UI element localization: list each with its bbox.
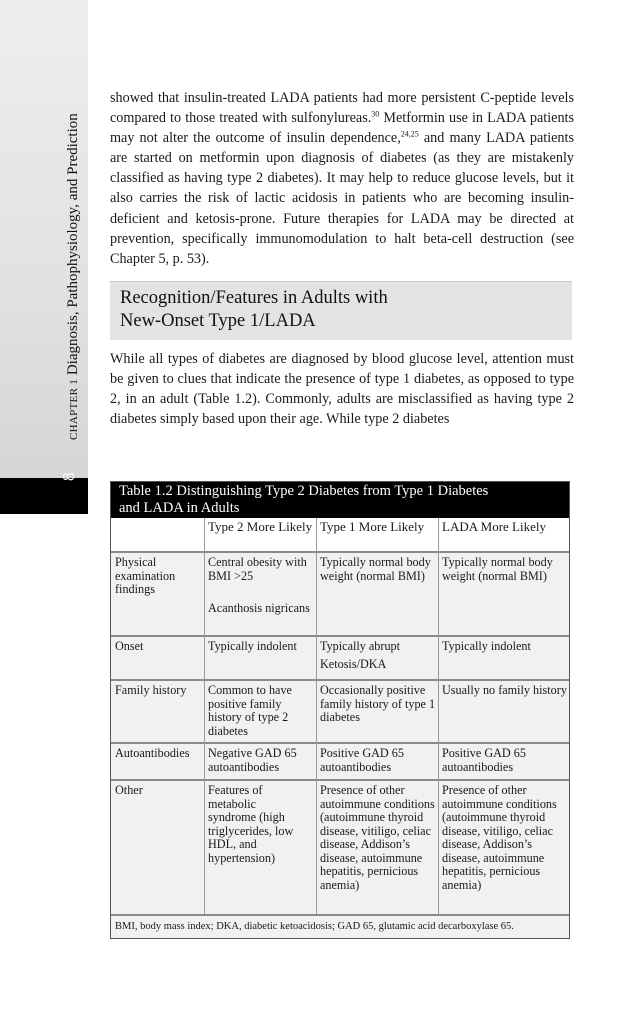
cell-type1: Presence of other autoimmune conditions (autoimmune thyroid disease, vitiligo, celiac disease, Addison’s disease, autoimmune hepatitis, pernicious anemia) (320, 783, 435, 892)
cell-lada: Positive GAD 65 autoantibodies (442, 746, 526, 774)
header-type2: Type 2 More Likely (208, 519, 313, 534)
cell-type1: Positive GAD 65 autoantibodies (320, 746, 404, 774)
header-type1: Type 1 More Likely (320, 519, 425, 534)
cell-type2: Common to have positive family history of type 2 diabetes (208, 683, 292, 738)
body-paragraph-2 (110, 349, 574, 429)
table-row (111, 637, 569, 679)
cell-type1: Occasionally positive family history of type 1 diabetes (320, 683, 436, 724)
header-lada: LADA More Likely (442, 519, 546, 534)
column-divider (204, 518, 205, 914)
cell-lada: Typically normal body weight (normal BMI) (442, 555, 553, 583)
chapter-label: CHAPTER 1 (68, 378, 80, 440)
running-head (62, 70, 84, 440)
table-row (111, 553, 569, 635)
section-heading-line-2: New-Onset Type 1/LADA (120, 311, 316, 331)
cell-lada: Usually no family history (442, 683, 567, 697)
table-row (111, 681, 569, 742)
row-label: Autoantibodies (115, 746, 190, 760)
page-number-tab (0, 478, 88, 514)
row-label: Physical examination findings (115, 555, 176, 596)
body-paragraph-1 (110, 88, 574, 269)
table-1-2 (110, 481, 570, 939)
table-title (111, 482, 569, 518)
cell-type2: Typically indolent (208, 639, 297, 653)
column-divider (316, 518, 317, 914)
row-label: Onset (115, 639, 144, 653)
table-title-line-2: and LADA in Adults (119, 500, 240, 516)
page-number: 8 (59, 472, 78, 481)
table-footnote: BMI, body mass index; DKA, diabetic ketoacidosis; GAD 65, glutamic acid decarboxylase 65. (115, 921, 514, 932)
cell-type2: Features of metabolic syndrome (high triglycerides, low HDL, and hypertension) (208, 783, 294, 865)
chapter-title: Diagnosis, Pathophysiology, and Prediction (65, 113, 81, 376)
row-label: Family history (115, 683, 187, 697)
cell-type1: Typically abrupt (320, 639, 401, 653)
cell-type2: Negative GAD 65 autoantibodies (208, 746, 297, 774)
cell-type2-extra: Acanthosis nigricans (208, 601, 310, 615)
section-heading (110, 281, 572, 340)
table-header-row (111, 518, 569, 551)
row-divider (111, 914, 569, 916)
paragraph-1-text: showed that insulin-treated LADA patients had more persistent C-peptide levels compared to those treated with sulfonylureas.$^{30}$ Metformin use in LADA patients may not alter the outcome of insulin dependence,$^{24,25}$ and many LADA patients are started on metformin upon diagnosis of diabetes (as they are mistakenly classified as having type 2 diabetes). It may help to reduce glucose levels, but it also carries the risk of lactic acidosis in patients who are becoming insulin-deficient and ketosis-prone. Future therapies for LADA may be directed at prevention, specifically immunomodulation to halt beta-cell destruction (see Chapter 5, p. 53). (110, 90, 574, 267)
column-divider (438, 518, 439, 914)
table-row (111, 744, 569, 779)
paragraph-2-text: While all types of diabetes are diagnosed by blood glucose level, attention must be given to clues that indicate the presence of type 1 diabetes, as opposed to type 2, in an adult (Table 1.2). Commonly, adults are misclassified as having type 2 diabetes simply based upon their age. While type 2 diabetes (110, 351, 574, 427)
cell-type1: Typically normal body weight (normal BMI) (320, 555, 431, 583)
section-heading-line-1: Recognition/Features in Adults with (120, 288, 388, 308)
cell-type2: Central obesity with BMI >25 (208, 555, 307, 583)
table-row (111, 781, 569, 914)
cell-lada: Typically indolent (442, 639, 531, 653)
table-title-line-1: Table 1.2 Distinguishing Type 2 Diabetes from Type 1 Diabetes (119, 483, 489, 499)
cell-type1-extra: Ketosis/DKA (320, 657, 387, 671)
cell-lada: Presence of other autoimmune conditions (autoimmune thyroid disease, vitiligo, celiac disease, Addison’s disease, autoimmune hepatitis, pernicious anemia) (442, 783, 557, 892)
row-label: Other (115, 783, 143, 797)
